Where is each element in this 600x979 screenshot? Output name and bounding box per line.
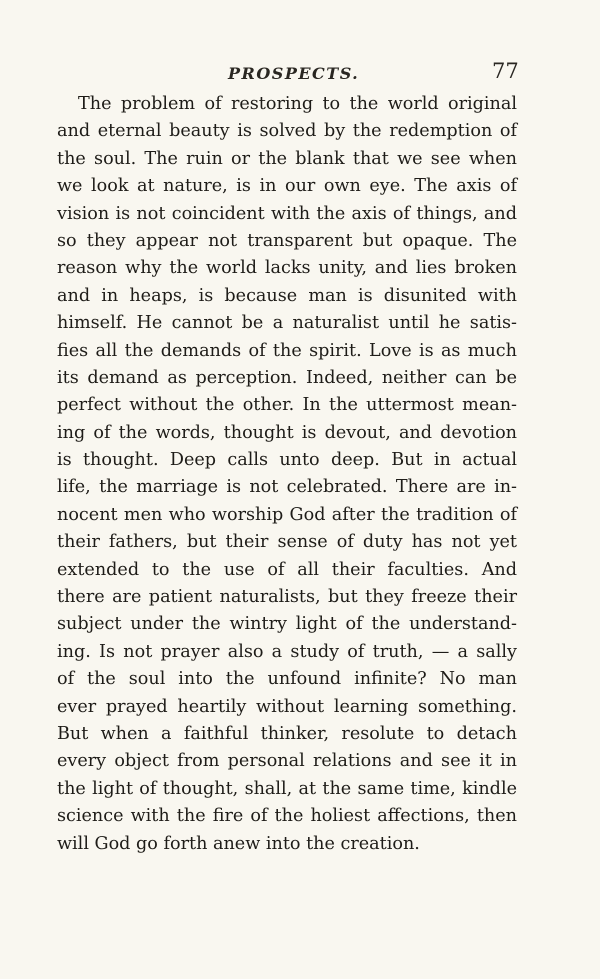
text-line: perfect without the other. In the uttermost mean- [57,395,517,416]
text-line: the soul. The ruin or the blank that we see when [57,148,517,169]
text-line: every object from personal relations and see it in [57,751,517,772]
text-line: ing of the words, thought is devout, and devotion [57,422,517,443]
text-line: fies all the demands of the spirit. Love is as much [57,340,517,361]
text-line: so they appear not transparent but opaque. The [57,230,517,251]
running-title: PROSPECTS. [228,64,360,83]
text-line: there are patient naturalists, but they freeze their [57,587,517,608]
text-line: is thought. Deep calls unto deep. But in actual [57,450,517,471]
text-line: will God go forth anew into the creation. [57,833,420,854]
text-line: and in heaps, is because man is disunited with [57,285,517,306]
text-line: himself. He cannot be a naturalist until he satis- [57,313,517,334]
text-line: their fathers, but their sense of duty has not yet [57,532,517,553]
text-line: ever prayed heartily without learning something. [57,696,517,717]
text-line: extended to the use of all their faculties. And [57,559,517,580]
text-line: its demand as perception. Indeed, neither can be [57,367,517,388]
text-line: nocent men who worship God after the tradition of [57,504,517,525]
text-line: vision is not coincident with the axis of things, and [57,203,517,224]
text-line: we look at nature, is in our own eye. The axis of [57,176,517,197]
text-line: of the soul into the unfound infinite? No man [57,669,517,690]
page-number: 77 [492,59,519,83]
text-line: ing. Is not prayer also a study of truth, — a sally [57,641,517,662]
text-line: and eternal beauty is solved by the redemption of [57,121,517,142]
running-head [0,58,600,88]
body-paragraph [57,91,517,858]
text-line: But when a faithful thinker, resolute to detach [57,723,517,744]
text-line: the light of thought, shall, at the same time, kindle [57,778,517,799]
text-line: The problem of restoring to the world original [78,94,517,114]
text-line: science with the fire of the holiest affections, then [57,806,517,827]
text-line: life, the marriage is not celebrated. There are in- [57,477,517,498]
text-line: subject under the wintry light of the understand- [57,614,517,635]
text-line: reason why the world lacks unity, and lies broken [57,258,517,279]
